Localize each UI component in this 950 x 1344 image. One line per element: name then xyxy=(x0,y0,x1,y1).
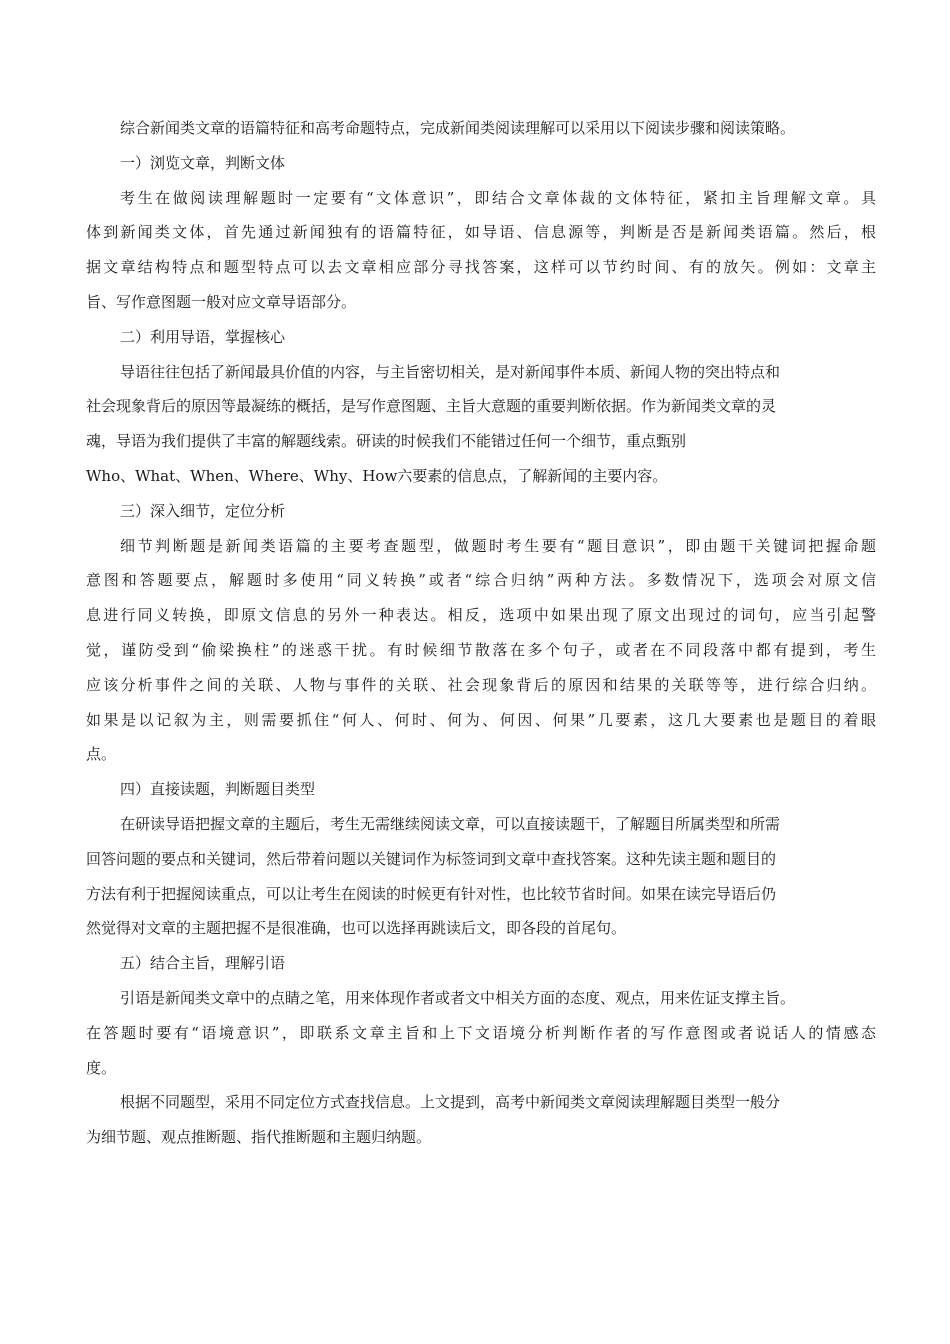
paragraph-line xyxy=(86,640,876,660)
intro-paragraph xyxy=(86,118,876,138)
text-line: 四）直接读题，判断题目类型 xyxy=(120,780,316,799)
paragraph-line xyxy=(86,466,876,486)
text-line: Who、What、When、Where、Why、How xyxy=(86,466,398,485)
text-line: 度。 xyxy=(86,1058,117,1077)
paragraph-line xyxy=(86,710,876,730)
text-line: 三）深入细节，定位分析 xyxy=(120,501,286,520)
paragraph-line xyxy=(86,570,876,590)
paragraph-line xyxy=(86,884,876,904)
section-heading-2 xyxy=(86,327,876,347)
paragraph-line xyxy=(86,988,876,1008)
paragraph-line xyxy=(86,362,876,382)
text-line: 方法有利于把握阅读重点，可以让考生在阅读的时候更有针对性，也比较节省时间。如果在读完导语后仍 xyxy=(86,884,777,903)
text-line: 得对文章的主题把握不是很准确，也可以选择再跳读后文，即各段的首尾句。 xyxy=(116,919,627,938)
text-line: 六要素的信息点，了解新闻的主要内容。 xyxy=(397,466,668,485)
text-line: 导语往往包括了新闻最具价值的内容，与主旨密切相关，是对新闻事件本质、新闻人物的突出特点和 xyxy=(120,362,781,381)
text-line: 社会现象背后的原因等最凝练的概括，是写作意图题、主旨大意题的重要判断依据。 xyxy=(86,397,642,416)
paragraph-line xyxy=(86,1058,876,1078)
text-line: 五）结合主旨，理解引语 xyxy=(120,954,286,973)
section-heading-5 xyxy=(86,953,876,973)
text-line: 一）浏览文章，判断文体 xyxy=(120,153,286,172)
paragraph-line xyxy=(86,396,876,416)
text-line: 意图和答题要点，解题时多使用“同义转换”或者“综合归纳”两种方法。多数情况下，选项会对原文信 xyxy=(86,571,876,590)
text-line: 觉，谨防受到“偷梁换柱”的迷惑干扰。有时候细节散落在多个句子，或者在不同段落中都有提到，考生 xyxy=(86,640,876,659)
paragraph-line xyxy=(86,1092,876,1112)
paragraph-line xyxy=(86,222,876,242)
text-line: 体到新闻类文体，首先通过新闻独有的语篇特征，如导语、信息源等，判断是否是新闻类语篇。然后，根 xyxy=(86,223,876,242)
section-heading-1 xyxy=(86,153,876,173)
text-line: 如果是以记叙为主，则需要抓住“何人、何时、何为、何因、何果”几要素，这几大要素也是题目的着眼 xyxy=(86,710,876,729)
text-line: 应该分析事件之间的关联、人物与事件的关联、社会现象背后的原因和结果的关联等等，进行综合归纳。 xyxy=(86,675,876,694)
paragraph-line xyxy=(86,744,876,764)
paragraph-line xyxy=(86,257,876,277)
text-line: 综合新闻类文章的语篇特征和高考命题特点，完成新闻类阅读理解可以采用以下阅读步骤和阅读策略。 xyxy=(120,119,796,137)
paragraph-line xyxy=(86,814,876,834)
paragraph-line xyxy=(86,431,876,451)
text-line: 据文章结构特点和题型特点可以去文章相应部分寻找答案，这样可以节约时间、有的放矢。例如：文章主 xyxy=(86,258,876,277)
paragraph-line xyxy=(86,675,876,695)
text-line: 考生在做阅读理解题时一定要有“文体意识”，即结合文章体裁的文体特征，紧扣主旨理解文章。具 xyxy=(120,188,876,207)
text-line: 细节判断题是新闻类语篇的主要考查题型，做题时考生要有“题目意识”，即由题干关键词把握命题 xyxy=(120,536,876,555)
text-line: 然觉 xyxy=(86,919,117,938)
text-line: 二）利用导语，掌握核心 xyxy=(120,327,286,346)
paragraph-line xyxy=(86,849,876,869)
text-line: 回答问题的要点和关键词，然后带着问题以关键词作为标签词到文章中查找答案。这种先读主题和题目的 xyxy=(86,849,777,868)
paragraph-line xyxy=(86,188,876,208)
section-heading-4 xyxy=(86,779,876,799)
paragraph-line xyxy=(86,292,876,312)
paragraph-line xyxy=(86,605,876,625)
paragraph-line xyxy=(86,918,876,938)
paragraph-line xyxy=(86,1127,876,1147)
section-heading-3 xyxy=(86,501,876,521)
text-line: 在研读导语把握文章的主题后，考生无需继续阅读文章，可以直接读题干，了解题目所属类型和所需 xyxy=(120,814,781,833)
document-body xyxy=(86,118,876,1162)
text-line: 引语是新闻类文章中的点睛之笔，用来体现作者或者文中相关方面的态度、观点，用来佐证支撑主旨。 xyxy=(120,988,796,1007)
text-line: 作为新闻类文章的灵 xyxy=(641,397,777,416)
text-line: 为细节题、观点推断题、指代推断题和主题归纳题。 xyxy=(86,1128,432,1147)
text-line: 点。 xyxy=(86,745,117,764)
paragraph-line xyxy=(86,536,876,556)
text-line: 息进行同义转换，即原文信息的另外一种表达。相反，选项中如果出现了原文出现过的词句，应当引起警 xyxy=(86,606,876,625)
paragraph-line xyxy=(86,1023,876,1043)
text-line: 旨、写作意图题一般对应文章导语部分。 xyxy=(86,292,357,311)
text-line: 在答题时要有“语境意识”，即联系文章主旨和上下文语境分析判断作者的写作意图或者说话人的情感态 xyxy=(86,1023,876,1042)
text-line: 根据不同题型，采用不同定位方式查找信息。上文提到，高考中新闻类文章阅读理解题目类型一般分 xyxy=(120,1093,781,1112)
text-line: 魂，导语为我们提供了丰富的解题线索。研读的时候我们不能错过任何一个细节，重点甄别 xyxy=(86,432,687,451)
